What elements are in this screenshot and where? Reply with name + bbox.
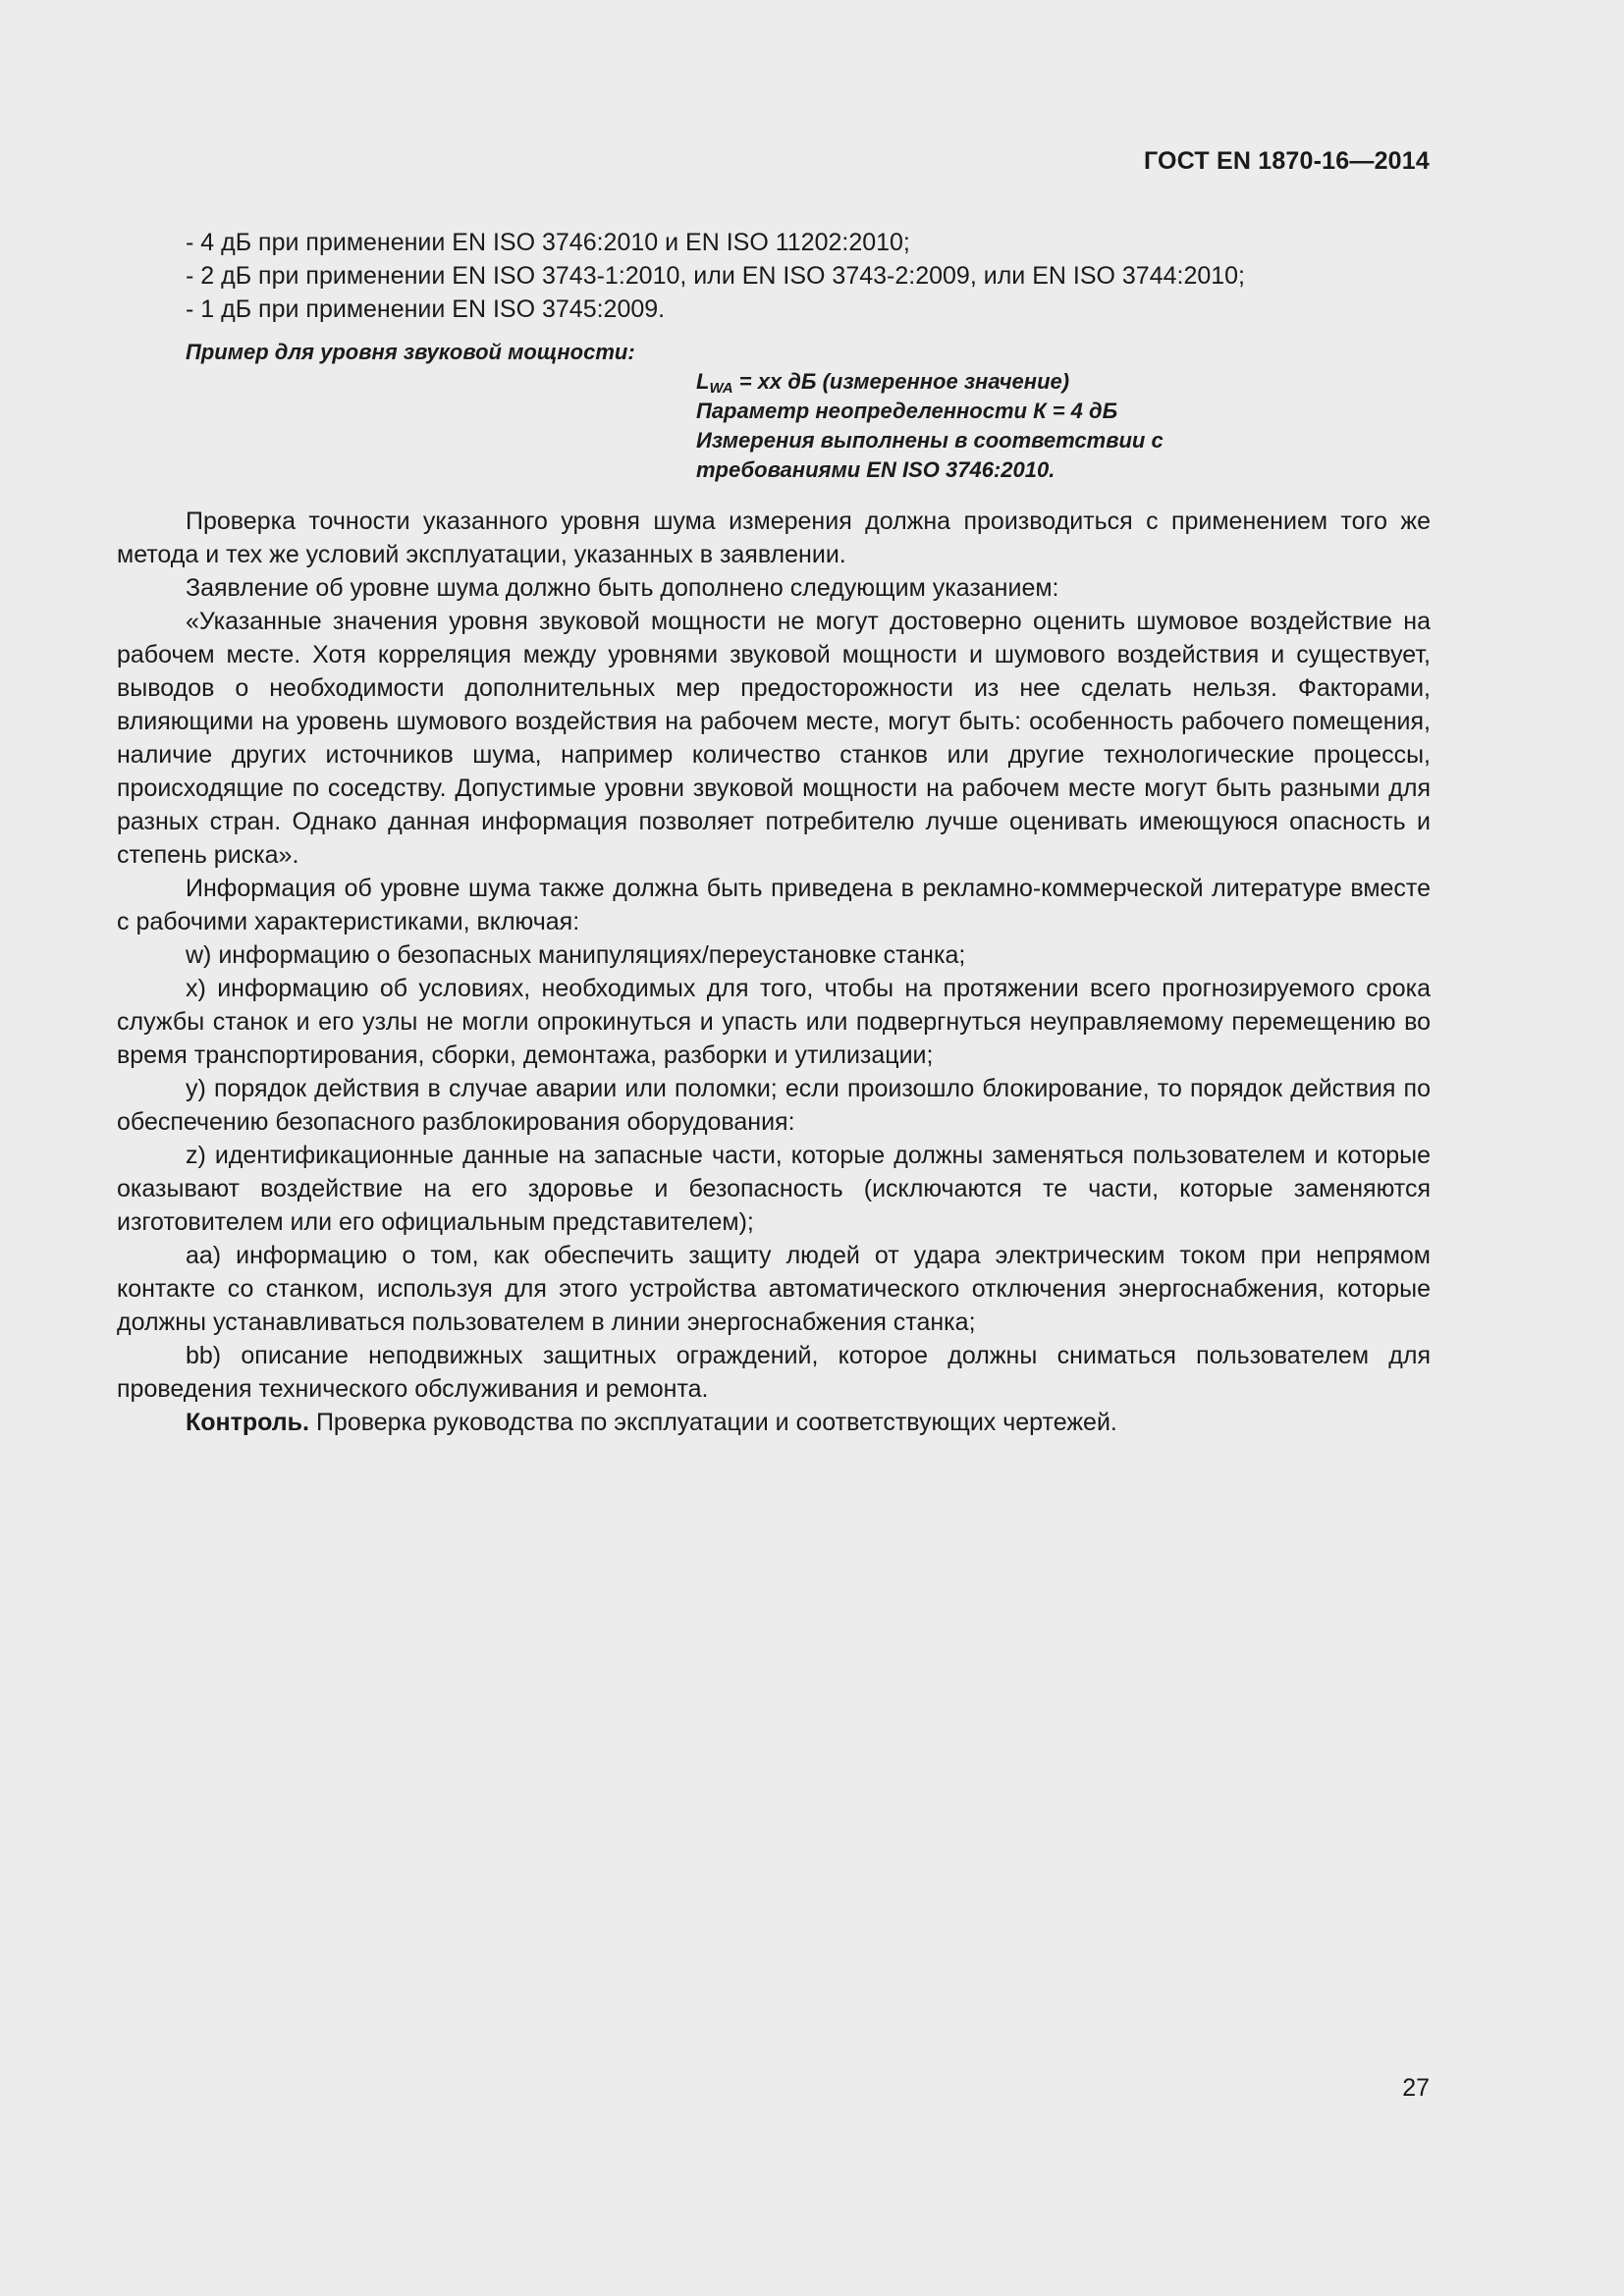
control-label: Контроль.	[186, 1409, 309, 1436]
body-text	[117, 505, 1431, 1439]
paragraph: Проверка точности указанного уровня шума измерения должна производиться с применением того же метода и тех же условий эксплуатации, указанных в заявлении.	[117, 507, 1431, 568]
list-item: - 1 дБ при применении EN ISO 3745:2009.	[186, 295, 666, 323]
page-number: 27	[1402, 2074, 1430, 2102]
example-line-2: Параметр неопределенности К = 4 дБ	[696, 399, 1118, 423]
control-text: Проверка руководства по эксплуатации и соответствующих чертежей.	[309, 1409, 1117, 1436]
paragraph: «Указанные значения уровня звуковой мощности не могут достоверно оценить шумовое воздействие на рабочем месте. Хотя корреляция между уровнями звуковой мощности и шумового воздействия и существует, выводов о необходимости дополнительных мер предосторожности из нее сделать нельзя. Факторами, влияющими на уровень шумового воздействия на рабочем месте, могут быть: особенность рабочего помещения, наличие других источников шума, например количество станков или другие технологические процессы, происходящие по соседству. Допустимые уровни звуковой мощности на рабочем месте могут быть разными для разных стран. Однако данная информация позволяет потребителю лучше оценивать имеющуюся опасность и степень риска».	[117, 608, 1431, 869]
paragraph: аа) информацию о том, как обеспечить защиту людей от удара электрическим током при непрямом контакте со станком, используя для этого устройства автоматического отключения энергоснабжения, которые должны устанавливаться пользователем в линии энергоснабжения станка;	[117, 1242, 1431, 1336]
example-line-4: требованиями EN ISO 3746:2010.	[696, 457, 1056, 482]
paragraph: Заявление об уровне шума должно быть дополнено следующим указанием:	[186, 574, 1059, 602]
control-paragraph	[117, 1406, 1431, 1439]
example-line-3: Измерения выполнены в соответствии с	[696, 428, 1164, 453]
example-subscript: WA	[709, 380, 733, 397]
paragraph: Информация об уровне шума также должна быть приведена в рекламно-коммерческой литературе вместе с рабочими характеристиками, включая:	[117, 875, 1431, 935]
document-header: ГОСТ EN 1870-16—2014	[1144, 147, 1430, 175]
tolerance-list	[186, 226, 1431, 326]
example-line-1-text: = хх дБ (измеренное значение)	[732, 369, 1070, 394]
page-content	[117, 226, 1431, 1439]
example-symbol: L	[696, 369, 710, 394]
paragraph: z) идентификационные данные на запасные части, которые должны заменяться пользователем и которые оказывают воздействие на его здоровье и безопасность (исключаются те части, которые заменяются изготовителем или его официальным представителем);	[117, 1142, 1431, 1236]
list-item: - 4 дБ при применении EN ISO 3746:2010 и EN ISO 11202:2010;	[186, 229, 910, 256]
paragraph: у) порядок действия в случае аварии или поломки; если произошло блокирование, то порядок действия по обеспечению безопасного разблокирования оборудования:	[117, 1075, 1431, 1136]
example-line-1	[696, 367, 1431, 397]
example-block	[696, 367, 1431, 485]
paragraph: bb) описание неподвижных защитных ограждений, которое должны сниматься пользователем для проведения технического обслуживания и ремонта.	[117, 1342, 1431, 1403]
paragraph: x) информацию об условиях, необходимых для того, чтобы на протяжении всего прогнозируемого срока службы станок и его узлы не могли опрокинуться и упасть или подвергнуться неуправляемому перемещению во время транспортирования, сборки, демонтажа, разборки и утилизации;	[117, 975, 1431, 1069]
paragraph: w) информацию о безопасных манипуляциях/переустановке станка;	[186, 941, 966, 969]
example-title: Пример для уровня звуковой мощности:	[186, 340, 635, 364]
list-item: - 2 дБ при применении EN ISO 3743-1:2010, или EN ISO 3743-2:2009, или EN ISO 3744:2010;	[186, 262, 1246, 290]
